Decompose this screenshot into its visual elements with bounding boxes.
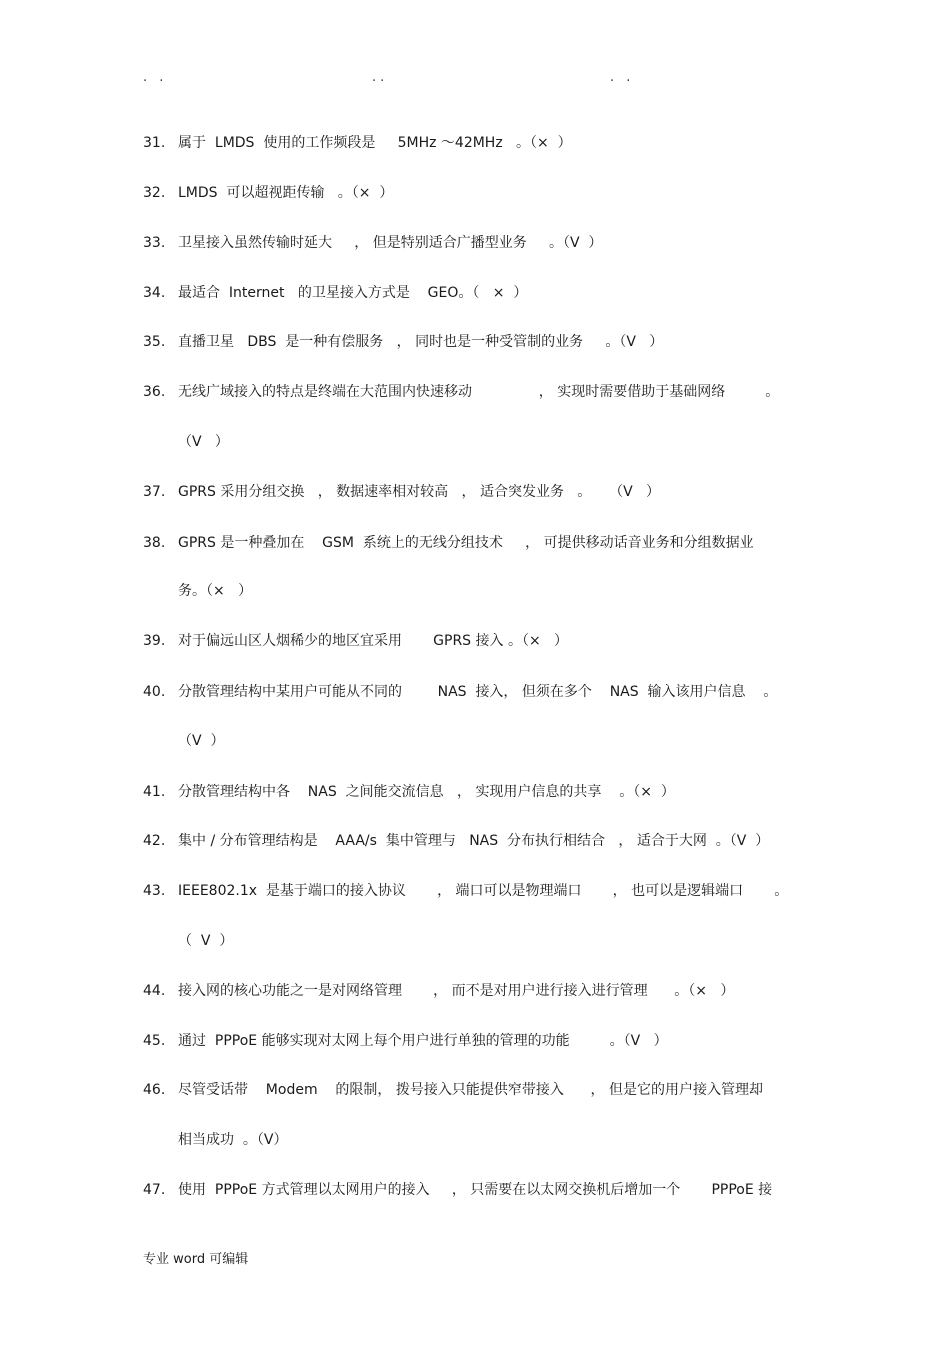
question-37 — [143, 482, 660, 502]
question-text: IEEE802.1x 是基于端口的接入协议 ， 端口可以是物理端口 ， 也可以是逻辑端口 。 — [178, 883, 789, 899]
question-number: 37. — [143, 484, 166, 500]
question-text: 务。（× ） — [178, 583, 253, 599]
question-text: 接入网的核心功能之一是对网络管理 ， 而不是对用户进行接入进行管理 。（× ） — [178, 983, 735, 999]
question-text: LMDS 可以超视距传输 。（× ） — [178, 185, 394, 201]
question-33 — [143, 233, 602, 253]
question-number: 44. — [143, 983, 166, 999]
question-38 — [143, 533, 754, 553]
question-text: GPRS 是一种叠加在 GSM 系统上的无线分组技术 ， 可提供移动话音业务和分组数据业 — [178, 535, 754, 551]
question-31 — [143, 133, 572, 153]
question-text: 无线广域接入的特点是终端在大范围内快速移动 ， 实现时需要借助于基础网络 。 — [178, 384, 780, 400]
question-text: 直播卫星 DBS 是一种有偿服务 ， 同时也是一种受管制的业务 。（V ） — [178, 334, 664, 350]
question-43-continued — [178, 931, 233, 951]
question-text: 属于 LMDS 使用的工作频段是 5MHz ～42MHz 。（× ） — [178, 135, 572, 151]
question-40-continued — [178, 731, 224, 751]
question-number: 36. — [143, 384, 166, 400]
question-44 — [143, 981, 734, 1001]
question-number: 41. — [143, 784, 166, 800]
question-text: 对于偏远山区人烟稀少的地区宜采用 GPRS 接入 。（× ） — [178, 633, 569, 649]
header-mark-center: .. — [372, 70, 389, 85]
question-36 — [143, 382, 779, 402]
question-text: （ V ） — [178, 933, 234, 949]
question-38-continued — [178, 581, 252, 601]
question-41 — [143, 782, 675, 802]
question-39 — [143, 631, 568, 651]
question-40 — [143, 682, 777, 702]
question-text: GPRS 采用分组交换 ， 数据速率相对较高 ， 适合突发业务 。 （V ） — [178, 484, 661, 500]
question-number: 32. — [143, 185, 166, 201]
question-text: 最适合 Internet 的卫星接入方式是 GEO。（ × ） — [178, 285, 528, 301]
question-text: 尽管受话带 Modem 的限制， 拨号接入只能提供窄带接入 ， 但是它的用户接入管理却 — [178, 1082, 763, 1098]
question-36-continued — [178, 432, 229, 452]
question-text: （V ） — [178, 733, 225, 749]
question-number: 46. — [143, 1082, 166, 1098]
question-number: 34. — [143, 285, 166, 301]
question-number: 42. — [143, 833, 166, 849]
question-number: 45. — [143, 1033, 166, 1049]
question-text: 集中 / 分布管理结构是 AAA/s 集中管理与 NAS 分布执行相结合 ， 适合于大网 。（V ） — [178, 833, 770, 849]
question-number: 38. — [143, 535, 166, 551]
question-text: 相当成功 。（V） — [178, 1132, 288, 1148]
question-35 — [143, 332, 663, 352]
question-number: 40. — [143, 684, 166, 700]
page-footer: 专业 word 可编辑 — [143, 1252, 249, 1267]
question-text: 通过 PPPoE 能够实现对太网上每个用户进行单独的管理的功能 。（V ） — [178, 1033, 668, 1049]
question-34 — [143, 283, 527, 303]
question-text: 使用 PPPoE 方式管理以太网用户的接入 ， 只需要在以太网交换机后增加一个 PPPoE 接 — [178, 1182, 773, 1198]
question-32 — [143, 183, 393, 203]
question-43 — [143, 881, 788, 901]
header-mark-left: . . — [143, 70, 168, 85]
question-number: 33. — [143, 235, 166, 251]
question-text: 分散管理结构中某用户可能从不同的 NAS 接入， 但须在多个 NAS 输入该用户信息 。 — [178, 684, 778, 700]
header-mark-right: . . — [610, 70, 635, 85]
question-45 — [143, 1031, 668, 1051]
question-text: 卫星接入虽然传输时延大 ， 但是特别适合广播型业务 。（V ） — [178, 235, 603, 251]
question-42 — [143, 831, 769, 851]
question-46 — [143, 1080, 763, 1100]
question-number: 47. — [143, 1182, 166, 1198]
question-number: 43. — [143, 883, 166, 899]
question-number: 39. — [143, 633, 166, 649]
question-number: 31. — [143, 135, 166, 151]
question-text: 分散管理结构中各 NAS 之间能交流信息 ， 实现用户信息的共享 。（× ） — [178, 784, 675, 800]
question-text: （V ） — [178, 434, 229, 450]
question-number: 35. — [143, 334, 166, 350]
question-46-continued — [178, 1130, 287, 1150]
question-47 — [143, 1180, 772, 1200]
